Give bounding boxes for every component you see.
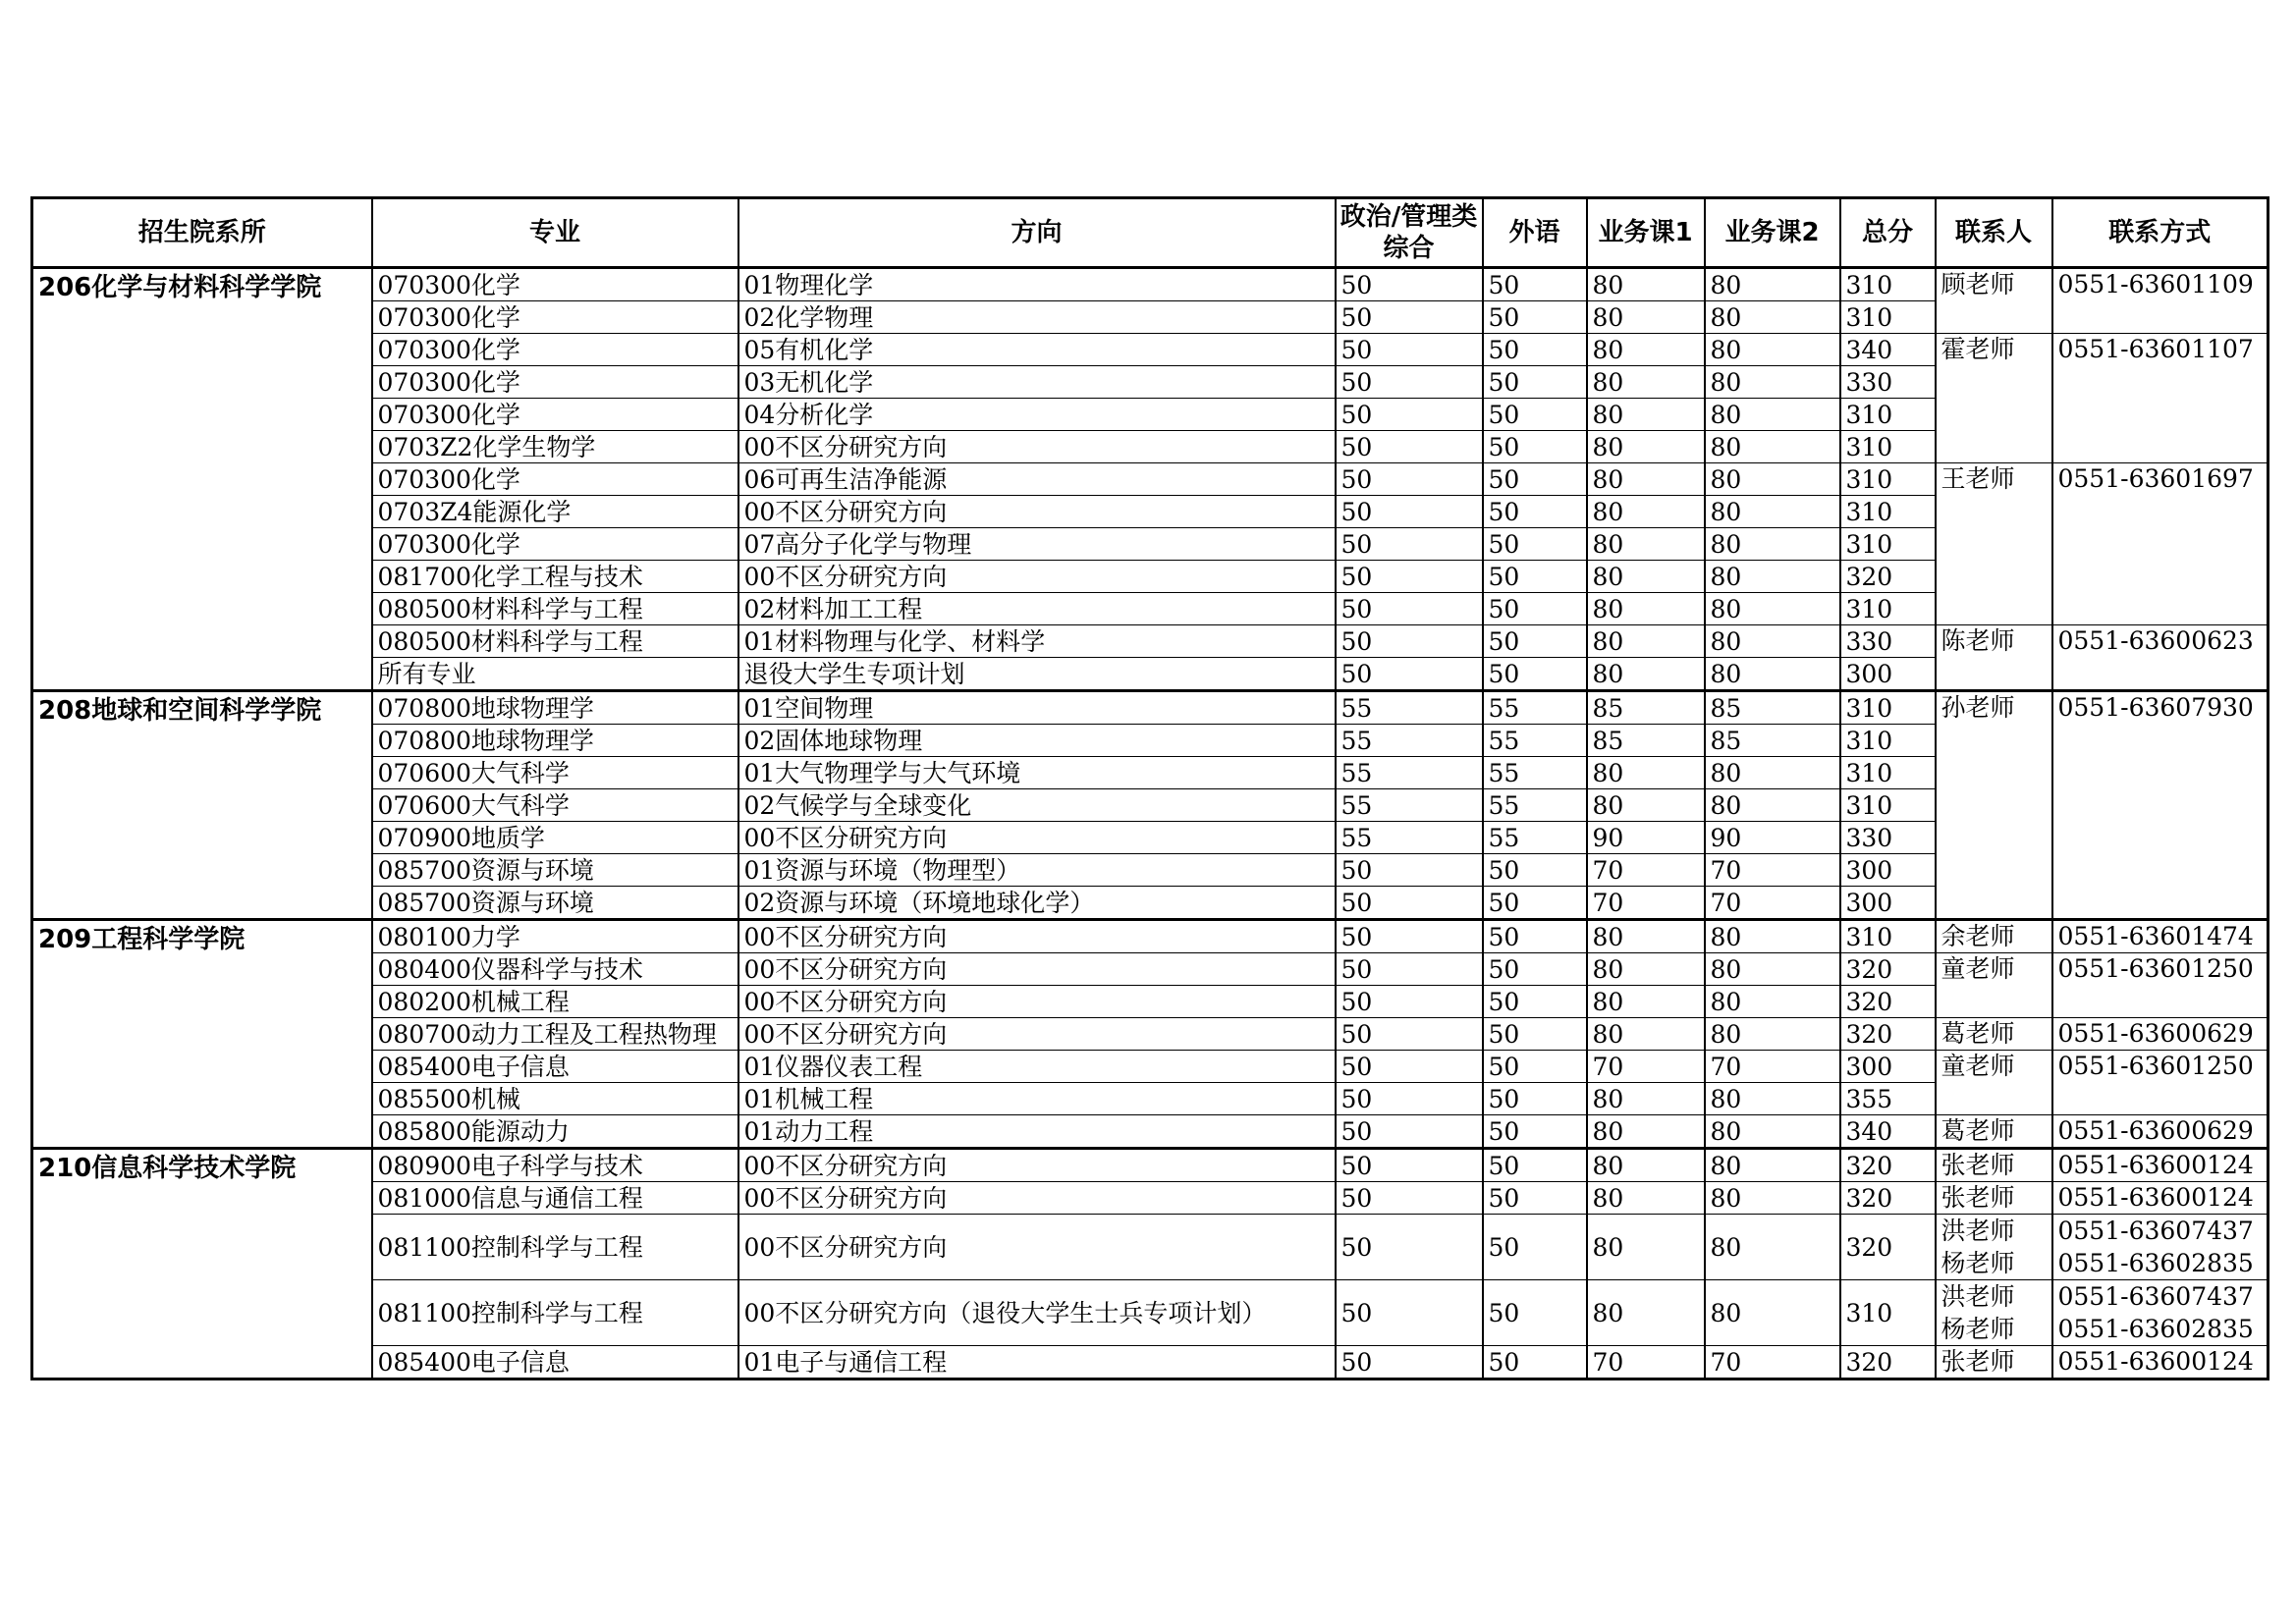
course2-score: 80: [1705, 658, 1840, 691]
foreign-score: 50: [1483, 1280, 1587, 1346]
total-score: 340: [1840, 334, 1936, 366]
politics-score: 55: [1336, 725, 1483, 757]
major-cell: 081100控制科学与工程: [372, 1280, 738, 1346]
contact-phone: 0551-63601474: [2052, 920, 2269, 953]
direction-cell: 03无机化学: [738, 366, 1336, 399]
contact-phone: 0551-63600124: [2052, 1182, 2269, 1215]
foreign-score: 50: [1483, 1215, 1587, 1280]
major-cell: 070800地球物理学: [372, 691, 738, 725]
politics-score: 50: [1336, 625, 1483, 658]
major-cell: 085400电子信息: [372, 1051, 738, 1083]
foreign-score: 50: [1483, 334, 1587, 366]
contact-phone: 0551-63600623: [2052, 625, 2269, 691]
major-cell: 070300化学: [372, 463, 738, 496]
direction-cell: 01电子与通信工程: [738, 1346, 1336, 1380]
course1-score: 80: [1587, 789, 1705, 822]
major-cell: 080700动力工程及工程热物理: [372, 1018, 738, 1051]
direction-cell: 07高分子化学与物理: [738, 528, 1336, 561]
politics-score: 50: [1336, 1346, 1483, 1380]
foreign-score: 50: [1483, 366, 1587, 399]
major-cell: 081000信息与通信工程: [372, 1182, 738, 1215]
direction-cell: 00不区分研究方向（退役大学生士兵专项计划）: [738, 1280, 1336, 1346]
foreign-score: 50: [1483, 986, 1587, 1018]
foreign-score: 50: [1483, 658, 1587, 691]
foreign-score: 50: [1483, 953, 1587, 986]
foreign-score: 50: [1483, 1051, 1587, 1083]
foreign-score: 50: [1483, 431, 1587, 463]
course2-score: 80: [1705, 431, 1840, 463]
total-score: 310: [1840, 1280, 1936, 1346]
direction-cell: 00不区分研究方向: [738, 1182, 1336, 1215]
course2-score: 90: [1705, 822, 1840, 854]
direction-cell: 00不区分研究方向: [738, 431, 1336, 463]
direction-cell: 05有机化学: [738, 334, 1336, 366]
course1-score: 80: [1587, 561, 1705, 593]
course2-score: 80: [1705, 1280, 1840, 1346]
politics-score: 50: [1336, 1083, 1483, 1115]
contact-person-yang: 杨老师: [1941, 1315, 2015, 1343]
contact-person: 陈老师: [1936, 625, 2052, 691]
course1-score: 80: [1587, 528, 1705, 561]
major-cell: 070600大气科学: [372, 789, 738, 822]
total-score: 310: [1840, 920, 1936, 953]
direction-cell: 02化学物理: [738, 301, 1336, 334]
course1-score: 80: [1587, 1215, 1705, 1280]
header-total: 总分: [1840, 198, 1936, 268]
foreign-score: 50: [1483, 399, 1587, 431]
contact-person: 张老师: [1936, 1149, 2052, 1182]
politics-score: 50: [1336, 334, 1483, 366]
course1-score: 80: [1587, 496, 1705, 528]
course1-score: 80: [1587, 593, 1705, 625]
foreign-score: 55: [1483, 691, 1587, 725]
contact-person: 张老师: [1936, 1182, 2052, 1215]
course1-score: 90: [1587, 822, 1705, 854]
course2-score: 80: [1705, 301, 1840, 334]
direction-cell: 退役大学生专项计划: [738, 658, 1336, 691]
table-row: [32, 1149, 2269, 1182]
course2-score: 85: [1705, 691, 1840, 725]
politics-score: 50: [1336, 431, 1483, 463]
contact-phone-yang: 0551-63602835: [2057, 1315, 2254, 1343]
direction-cell: 01大气物理学与大气环境: [738, 757, 1336, 789]
contact-phone: 0551-63601697: [2052, 463, 2269, 625]
politics-score: 50: [1336, 301, 1483, 334]
politics-score: 50: [1336, 1182, 1483, 1215]
foreign-score: 50: [1483, 463, 1587, 496]
major-cell: 070300化学: [372, 528, 738, 561]
course1-score: 80: [1587, 399, 1705, 431]
course1-score: 80: [1587, 334, 1705, 366]
contact-person-hong: 洪老师: [1941, 1282, 2015, 1311]
course1-score: 80: [1587, 366, 1705, 399]
major-cell: 070300化学: [372, 268, 738, 301]
direction-cell: 00不区分研究方向: [738, 561, 1336, 593]
course1-score: 80: [1587, 986, 1705, 1018]
course1-score: 80: [1587, 920, 1705, 953]
major-cell: 070300化学: [372, 366, 738, 399]
direction-cell: 02资源与环境（环境地球化学）: [738, 887, 1336, 920]
table-row: [32, 691, 2269, 725]
direction-cell: 01物理化学: [738, 268, 1336, 301]
foreign-score: 50: [1483, 887, 1587, 920]
major-cell: 070300化学: [372, 399, 738, 431]
major-cell: 080500材料科学与工程: [372, 625, 738, 658]
politics-score: 50: [1336, 399, 1483, 431]
major-cell: 070300化学: [372, 301, 738, 334]
course1-score: 80: [1587, 1182, 1705, 1215]
direction-cell: 01动力工程: [738, 1115, 1336, 1149]
politics-score: 50: [1336, 496, 1483, 528]
course1-score: 85: [1587, 725, 1705, 757]
foreign-score: 50: [1483, 593, 1587, 625]
direction-cell: 01机械工程: [738, 1083, 1336, 1115]
foreign-score: 55: [1483, 789, 1587, 822]
total-score: 310: [1840, 431, 1936, 463]
direction-cell: 00不区分研究方向: [738, 1018, 1336, 1051]
course1-score: 80: [1587, 268, 1705, 301]
total-score: 310: [1840, 463, 1936, 496]
contact-person: 童老师: [1936, 953, 2052, 1018]
course1-score: 80: [1587, 1018, 1705, 1051]
contact-phone: [2052, 1215, 2269, 1280]
course2-score: 70: [1705, 854, 1840, 887]
contact-person-yang: 杨老师: [1941, 1249, 2015, 1277]
contact-person: [1936, 1280, 2052, 1346]
foreign-score: 50: [1483, 920, 1587, 953]
direction-cell: 00不区分研究方向: [738, 953, 1336, 986]
table-row: [32, 920, 2269, 953]
direction-cell: 04分析化学: [738, 399, 1336, 431]
course1-score: 80: [1587, 463, 1705, 496]
politics-score: 50: [1336, 920, 1483, 953]
header-row: [32, 198, 2269, 268]
contact-phone-yang: 0551-63602835: [2057, 1249, 2254, 1277]
foreign-score: 50: [1483, 1182, 1587, 1215]
direction-cell: 01仪器仪表工程: [738, 1051, 1336, 1083]
header-course1: 业务课1: [1587, 198, 1705, 268]
direction-cell: 02固体地球物理: [738, 725, 1336, 757]
foreign-score: 55: [1483, 822, 1587, 854]
major-cell: 0703Z4能源化学: [372, 496, 738, 528]
major-cell: 085700资源与环境: [372, 887, 738, 920]
major-cell: 081700化学工程与技术: [372, 561, 738, 593]
contact-person: 孙老师: [1936, 691, 2052, 920]
contact-phone: 0551-63600629: [2052, 1018, 2269, 1051]
course2-score: 80: [1705, 463, 1840, 496]
politics-score: 50: [1336, 887, 1483, 920]
total-score: 320: [1840, 1018, 1936, 1051]
total-score: 320: [1840, 1215, 1936, 1280]
politics-score: 50: [1336, 366, 1483, 399]
total-score: 310: [1840, 496, 1936, 528]
total-score: 310: [1840, 691, 1936, 725]
total-score: 300: [1840, 1051, 1936, 1083]
total-score: 310: [1840, 528, 1936, 561]
contact-person: 葛老师: [1936, 1115, 2052, 1149]
politics-score: 50: [1336, 268, 1483, 301]
course2-score: 80: [1705, 1115, 1840, 1149]
contact-phone: 0551-63601109: [2052, 268, 2269, 334]
course1-score: 70: [1587, 1051, 1705, 1083]
contact-phone: [2052, 1280, 2269, 1346]
total-score: 310: [1840, 301, 1936, 334]
politics-score: 50: [1336, 1215, 1483, 1280]
foreign-score: 50: [1483, 625, 1587, 658]
politics-score: 50: [1336, 986, 1483, 1018]
course2-score: 80: [1705, 593, 1840, 625]
major-cell: 080200机械工程: [372, 986, 738, 1018]
course2-score: 80: [1705, 1182, 1840, 1215]
direction-cell: 01材料物理与化学、材料学: [738, 625, 1336, 658]
contact-phone: 0551-63600629: [2052, 1115, 2269, 1149]
course2-score: 80: [1705, 1215, 1840, 1280]
total-score: 310: [1840, 757, 1936, 789]
course1-score: 80: [1587, 1083, 1705, 1115]
politics-score: 50: [1336, 561, 1483, 593]
total-score: 310: [1840, 725, 1936, 757]
course2-score: 80: [1705, 366, 1840, 399]
contact-person: [1936, 1215, 2052, 1280]
course2-score: 80: [1705, 953, 1840, 986]
course2-score: 80: [1705, 528, 1840, 561]
department-cell: 210信息科学技术学院: [32, 1149, 372, 1380]
course2-score: 80: [1705, 757, 1840, 789]
politics-score: 55: [1336, 822, 1483, 854]
direction-cell: 00不区分研究方向: [738, 1149, 1336, 1182]
major-cell: 080400仪器科学与技术: [372, 953, 738, 986]
foreign-score: 50: [1483, 268, 1587, 301]
course2-score: 80: [1705, 334, 1840, 366]
foreign-score: 50: [1483, 301, 1587, 334]
table-row: [32, 268, 2269, 301]
course2-score: 80: [1705, 1149, 1840, 1182]
politics-score: 50: [1336, 463, 1483, 496]
course2-score: 85: [1705, 725, 1840, 757]
department-cell: 206化学与材料科学学院: [32, 268, 372, 691]
contact-person: 童老师: [1936, 1051, 2052, 1115]
total-score: 330: [1840, 822, 1936, 854]
course1-score: 80: [1587, 1149, 1705, 1182]
header-phone: 联系方式: [2052, 198, 2269, 268]
course2-score: 70: [1705, 1051, 1840, 1083]
contact-person: 霍老师: [1936, 334, 2052, 463]
department-cell: 209工程科学学院: [32, 920, 372, 1149]
major-cell: 085500机械: [372, 1083, 738, 1115]
politics-score: 55: [1336, 691, 1483, 725]
total-score: 310: [1840, 789, 1936, 822]
foreign-score: 50: [1483, 1346, 1587, 1380]
course1-score: 70: [1587, 887, 1705, 920]
direction-cell: 00不区分研究方向: [738, 1215, 1336, 1280]
contact-person: 张老师: [1936, 1346, 2052, 1380]
major-cell: 081100控制科学与工程: [372, 1215, 738, 1280]
course2-score: 80: [1705, 920, 1840, 953]
admission-score-table: [30, 196, 2269, 1380]
major-cell: 085700资源与环境: [372, 854, 738, 887]
course1-score: 70: [1587, 1346, 1705, 1380]
direction-cell: 01空间物理: [738, 691, 1336, 725]
total-score: 320: [1840, 561, 1936, 593]
major-cell: 0703Z2化学生物学: [372, 431, 738, 463]
politics-score: 50: [1336, 854, 1483, 887]
total-score: 300: [1840, 658, 1936, 691]
contact-phone-hong: 0551-63607437: [2057, 1217, 2254, 1245]
major-cell: 080900电子科学与技术: [372, 1149, 738, 1182]
major-cell: 070900地质学: [372, 822, 738, 854]
politics-score: 50: [1336, 953, 1483, 986]
foreign-score: 50: [1483, 1115, 1587, 1149]
contact-person: 顾老师: [1936, 268, 2052, 334]
foreign-score: 50: [1483, 1083, 1587, 1115]
total-score: 300: [1840, 854, 1936, 887]
total-score: 355: [1840, 1083, 1936, 1115]
direction-cell: 06可再生洁净能源: [738, 463, 1336, 496]
header-foreign: 外语: [1483, 198, 1587, 268]
course2-score: 80: [1705, 789, 1840, 822]
course2-score: 80: [1705, 986, 1840, 1018]
politics-score: 50: [1336, 528, 1483, 561]
course1-score: 80: [1587, 625, 1705, 658]
direction-cell: 00不区分研究方向: [738, 822, 1336, 854]
course1-score: 80: [1587, 301, 1705, 334]
course2-score: 70: [1705, 1346, 1840, 1380]
total-score: 320: [1840, 1182, 1936, 1215]
header-major: 专业: [372, 198, 738, 268]
major-cell: 085400电子信息: [372, 1346, 738, 1380]
total-score: 340: [1840, 1115, 1936, 1149]
header-course2: 业务课2: [1705, 198, 1840, 268]
foreign-score: 50: [1483, 1149, 1587, 1182]
header-politics: 政治/管理类综合: [1336, 198, 1483, 268]
direction-cell: 00不区分研究方向: [738, 496, 1336, 528]
foreign-score: 50: [1483, 1018, 1587, 1051]
contact-person: 王老师: [1936, 463, 2052, 625]
major-cell: 070600大气科学: [372, 757, 738, 789]
header-direction: 方向: [738, 198, 1336, 268]
major-cell: 所有专业: [372, 658, 738, 691]
course2-score: 80: [1705, 1018, 1840, 1051]
course2-score: 80: [1705, 268, 1840, 301]
total-score: 330: [1840, 625, 1936, 658]
foreign-score: 50: [1483, 496, 1587, 528]
contact-phone: 0551-63601250: [2052, 953, 2269, 1018]
politics-score: 50: [1336, 1115, 1483, 1149]
politics-score: 55: [1336, 757, 1483, 789]
header-contact: 联系人: [1936, 198, 2052, 268]
course2-score: 80: [1705, 399, 1840, 431]
course1-score: 80: [1587, 757, 1705, 789]
major-cell: 080100力学: [372, 920, 738, 953]
total-score: 330: [1840, 366, 1936, 399]
department-cell: 208地球和空间科学学院: [32, 691, 372, 920]
course1-score: 85: [1587, 691, 1705, 725]
total-score: 320: [1840, 1149, 1936, 1182]
politics-score: 50: [1336, 658, 1483, 691]
total-score: 310: [1840, 268, 1936, 301]
contact-phone: 0551-63601250: [2052, 1051, 2269, 1115]
course2-score: 80: [1705, 561, 1840, 593]
total-score: 300: [1840, 887, 1936, 920]
politics-score: 50: [1336, 1051, 1483, 1083]
politics-score: 55: [1336, 789, 1483, 822]
major-cell: 085800能源动力: [372, 1115, 738, 1149]
course2-score: 70: [1705, 887, 1840, 920]
politics-score: 50: [1336, 1280, 1483, 1346]
course1-score: 80: [1587, 953, 1705, 986]
course1-score: 80: [1587, 1115, 1705, 1149]
foreign-score: 50: [1483, 528, 1587, 561]
major-cell: 070300化学: [372, 334, 738, 366]
foreign-score: 55: [1483, 757, 1587, 789]
politics-score: 50: [1336, 1149, 1483, 1182]
politics-score: 50: [1336, 1018, 1483, 1051]
direction-cell: 01资源与环境（物理型）: [738, 854, 1336, 887]
course1-score: 80: [1587, 1280, 1705, 1346]
total-score: 320: [1840, 953, 1936, 986]
total-score: 320: [1840, 1346, 1936, 1380]
major-cell: 070800地球物理学: [372, 725, 738, 757]
foreign-score: 55: [1483, 725, 1587, 757]
total-score: 320: [1840, 986, 1936, 1018]
contact-phone: 0551-63607930: [2052, 691, 2269, 920]
direction-cell: 02气候学与全球变化: [738, 789, 1336, 822]
foreign-score: 50: [1483, 854, 1587, 887]
direction-cell: 02材料加工工程: [738, 593, 1336, 625]
contact-phone: 0551-63600124: [2052, 1346, 2269, 1380]
major-cell: 080500材料科学与工程: [372, 593, 738, 625]
header-department: 招生院系所: [32, 198, 372, 268]
contact-person: 葛老师: [1936, 1018, 2052, 1051]
direction-cell: 00不区分研究方向: [738, 920, 1336, 953]
course1-score: 80: [1587, 431, 1705, 463]
course2-score: 80: [1705, 1083, 1840, 1115]
politics-score: 50: [1336, 593, 1483, 625]
direction-cell: 00不区分研究方向: [738, 986, 1336, 1018]
contact-phone: 0551-63600124: [2052, 1149, 2269, 1182]
contact-person: 余老师: [1936, 920, 2052, 953]
course1-score: 80: [1587, 658, 1705, 691]
contact-phone: 0551-63601107: [2052, 334, 2269, 463]
foreign-score: 50: [1483, 561, 1587, 593]
contact-phone-hong: 0551-63607437: [2057, 1282, 2254, 1311]
total-score: 310: [1840, 593, 1936, 625]
course2-score: 80: [1705, 496, 1840, 528]
course2-score: 80: [1705, 625, 1840, 658]
contact-person-hong: 洪老师: [1941, 1217, 2015, 1245]
total-score: 310: [1840, 399, 1936, 431]
course1-score: 70: [1587, 854, 1705, 887]
